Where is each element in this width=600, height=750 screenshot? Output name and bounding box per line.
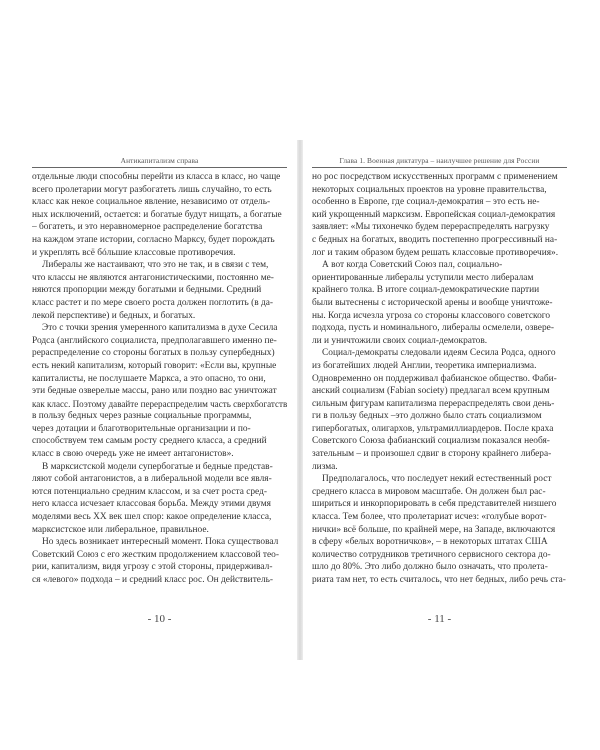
text-line: ляют собой антагонистов, а в либеральной модели все явля-	[32, 474, 272, 485]
body-text-left	[32, 171, 287, 587]
text-line: – богатеть, и это неравномерное распределение богатства	[32, 222, 263, 233]
text-line: капиталисты, не послушаете Маркса, а это опасно, то они,	[32, 373, 266, 384]
text-line: анский социализм (Fabian society) предлагал всем крупным	[312, 386, 550, 397]
text-line: него класса исчезает классовая борьба. Между этими двумя	[32, 499, 271, 510]
text-line: подхода, пусть и номинального, либералы осмелели, озвере-	[312, 323, 554, 334]
text-line: кий укрощенный марксизм. Европейская социал-демократия	[312, 209, 556, 220]
text-line: лизма.	[312, 461, 338, 472]
text-line: заявляет: «Мы тихонечко будем перераспределять нагрузку	[312, 222, 550, 233]
text-line: Родса (английского социалиста, предполагавшего именно пе-	[32, 335, 277, 346]
header-rule-right	[312, 167, 567, 168]
text-line: но рос посредством искусственных программ с применением	[312, 172, 558, 182]
text-line: что классы не являются антагонистическими, постоянно ме-	[32, 272, 274, 283]
text-line: Социал-демократы следовали идеям Сесила Родса, одного	[322, 348, 556, 359]
text-line: с бедных на богатых, вводить постепенно прогрессивный на-	[312, 234, 558, 245]
text-line: шириться и инкорпорировать в себя представителей низшего	[312, 499, 557, 510]
text-line: класс как некое социальное явление, независимо от отдель-	[32, 197, 271, 208]
text-line: моделями весь XX век шел спор: какое определение класса,	[32, 512, 272, 523]
text-line: зательным – и произошел сдвиг в сторону крайнего либера-	[312, 449, 552, 460]
text-line: класс растет и по мере своего роста должен поглотить (в да-	[32, 297, 274, 308]
text-line: есть некий капитализм, который говорит: «Если вы, крупные	[32, 360, 277, 371]
book-gutter	[297, 140, 303, 660]
text-line: были вытеснены с исторической арены и вообще уничтоже-	[312, 297, 553, 308]
text-line: ных исключений, остается: и богатые будут нищать, а богатые	[32, 209, 282, 220]
text-line: способствуем тем самым росту среднего класса, а средний	[32, 436, 267, 447]
text-line: Либералы же настаивают, что это не так, и в связи с тем,	[42, 260, 269, 271]
text-line: риата там нет, то есть считалось, что нет бедных, либо речь ста-	[312, 575, 566, 585]
text-line: эти бедные озверелые массы, рано или поздно вас уничтожат	[32, 386, 277, 397]
text-line: А вот когда Советский Союз пал, социально-	[322, 260, 503, 271]
text-line: ли и уничтожили своих социал-демократов.	[312, 335, 488, 346]
text-line: отдельные люди способны перейти из класса в класс, но чаще	[32, 172, 281, 182]
text-line: всего пролетарии могут разбогатеть лишь случайно, то есть	[32, 184, 272, 195]
text-line: Это с точки зрения умеренного капитализма в духе Сесила	[42, 323, 278, 334]
text-line: Одновременно он поддерживал фабианское общество. Фаби-	[312, 373, 557, 384]
text-line: гипербогатых, олигархов, ультрамиллиардеров. После краха	[312, 423, 554, 434]
text-line: лекой перспективе) и бедных, и богатых.	[32, 310, 196, 321]
text-line: класса. Тем более, что пролетариат исчез: «голубые ворот-	[312, 512, 547, 523]
text-line: лог и таким образом будем решать классовые противоречия».	[312, 247, 559, 258]
text-line: Но здесь возникает интересный момент. Пока существовал	[42, 537, 279, 548]
header-rule-left	[32, 167, 287, 168]
text-line: количество сотрудников третичного сервисного сектора до-	[312, 549, 551, 560]
page-number-right: - 11 -	[427, 613, 452, 625]
text-line: рераспределение со стороны богатых в пользу супербедных)	[32, 348, 275, 359]
text-line: рии, капитализм, видя угрозу с этой стороны, придерживал-	[32, 562, 273, 573]
text-line: В марксистской модели супербогатые и бедные представ-	[42, 461, 273, 472]
text-line: некоторых социальных проектов на уровне правительства,	[312, 184, 547, 195]
page-number-left: - 10 -	[147, 613, 172, 625]
text-line: из богатейших людей Англии, теоретика империализма.	[312, 360, 537, 371]
text-line: среднего класса в мировом масштабе. Он должен был рас-	[312, 486, 546, 497]
text-line: ются потенциально средним классом, и за счет роста сред-	[32, 486, 267, 497]
text-line: шло до 80%. Это либо должно было означать, что пролета-	[312, 562, 548, 573]
text-line: Предполагалось, что последует некий естественный рост	[322, 474, 552, 485]
body-text-right	[312, 171, 567, 587]
running-head-right: Глава 1. Военная диктатура – наилучшее решение для России	[339, 156, 540, 165]
text-line: крайнего толка. В итоге социал-демократические партии	[312, 285, 540, 296]
running-head-left: Антикапитализм справа	[120, 156, 199, 165]
text-line: в сферу «белых воротничков», – в некоторых штатах США	[312, 537, 548, 548]
text-line: сильным фигурам капитализма перераспределять свои день-	[312, 398, 555, 409]
text-line: Советский Союз с его жестким продолжением классовой тео-	[32, 549, 279, 560]
text-line: класс в свою очередь уже не имеет антагонистов».	[32, 449, 234, 460]
text-line: Советского Союза фабианский социализм показался необя-	[312, 436, 550, 447]
text-line: как класс. Поэтому давайте перераспределим часть сверхбогатств	[32, 398, 287, 409]
text-line: ги в пользу бедных –это должно было стать социализмом	[312, 411, 542, 422]
text-line: на каждом этапе истории, согласно Марксу, будет порождать	[32, 234, 275, 245]
text-line: через дотации и благотворительные организации и по-	[32, 423, 251, 434]
text-line: в пользу бедных через разные социальные программы,	[32, 411, 252, 422]
text-line: марксистское или либеральное, правильное.	[32, 524, 209, 535]
text-line: и укреплять всё бóльшие классовые противоречия.	[32, 247, 236, 258]
text-line: особенно в Европе, где социал-демократия – это есть не-	[312, 197, 540, 208]
text-line: ся «левого» подхода – и средний класс рос. Он действитель-	[32, 575, 274, 585]
text-line: нички» всё больше, по крайней мере, на Западе, включаются	[312, 524, 556, 535]
text-line: няются пропорции между богатыми и бедными. Средний	[32, 285, 262, 296]
text-line: ны. Когда исчезла угроза со стороны классового советского	[312, 310, 551, 321]
text-line: ориентированные либералы уступили место либералам	[312, 272, 534, 283]
